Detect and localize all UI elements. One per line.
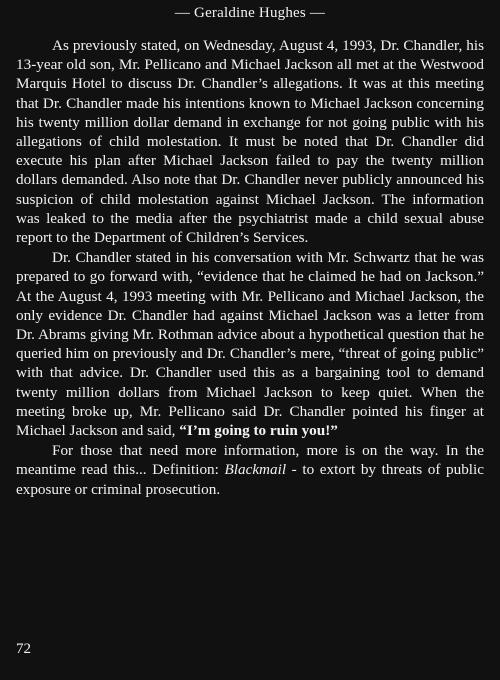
paragraph-1: As previously stated, on Wednesday, August 4, 1993, Dr. Chandler, his 13-year old son, Mr. Pellicano and Michael Jackson all met at the Westwood Marquis Hotel to discuss Dr. Chandler’s allegations. It was at this meeting that Dr. Chandler made his intentions known to Michael Jackson concerning his twenty million dollar demand in exchange for not going public with his allegations of child molestation. It must be noted that Dr. Chandler did execute his plan after Michael Jackson failed to pay the twenty million dollars demanded. Also note that Dr. Chandler never publicly announced his suspicion of child molestation against Michael Jackson. The information was leaked to the media after the psychiatrist made a child sexual abuse report to the Department of Children’s Services. — [16, 37, 484, 247]
definition-term: Blackmail — [224, 461, 287, 479]
body-text — [16, 36, 484, 499]
bold-quote: “I’m going to ruin you!” — [179, 422, 338, 440]
running-header: — Geraldine Hughes — — [174, 5, 326, 21]
paragraph-2 — [16, 248, 484, 440]
definition-text: - to extort by threats of public exposure or criminal prosecution. — [16, 461, 484, 498]
paragraph-2-text: Dr. Chandler stated in his conversation with Mr. Schwartz that he was prepared to go forward with, “evidence that he claimed he had on Jackson.” At the August 4, 1993 meeting with Mr. Pellicano and Michael Jackson, the only evidence Dr. Chandler had against Michael Jackson was a letter from Dr. Abrams giving Mr. Rothman advice about a hypothetical question that he queried him on previously and Dr. Chandler’s mere, “threat of going public” with that advice. Dr. Chandler used this as a bargaining tool to demand twenty million dollars from Michael Jackson to keep quiet. When the meeting broke up, Mr. Pellicano said Dr. Chandler pointed his finger at Michael Jackson and said, — [16, 249, 484, 440]
page-number: 72 — [16, 641, 31, 657]
paragraph-3-text: For those that need more information, more is on the way. In the meantime read this... Definition: — [16, 442, 484, 479]
paragraph-3 — [16, 441, 484, 499]
